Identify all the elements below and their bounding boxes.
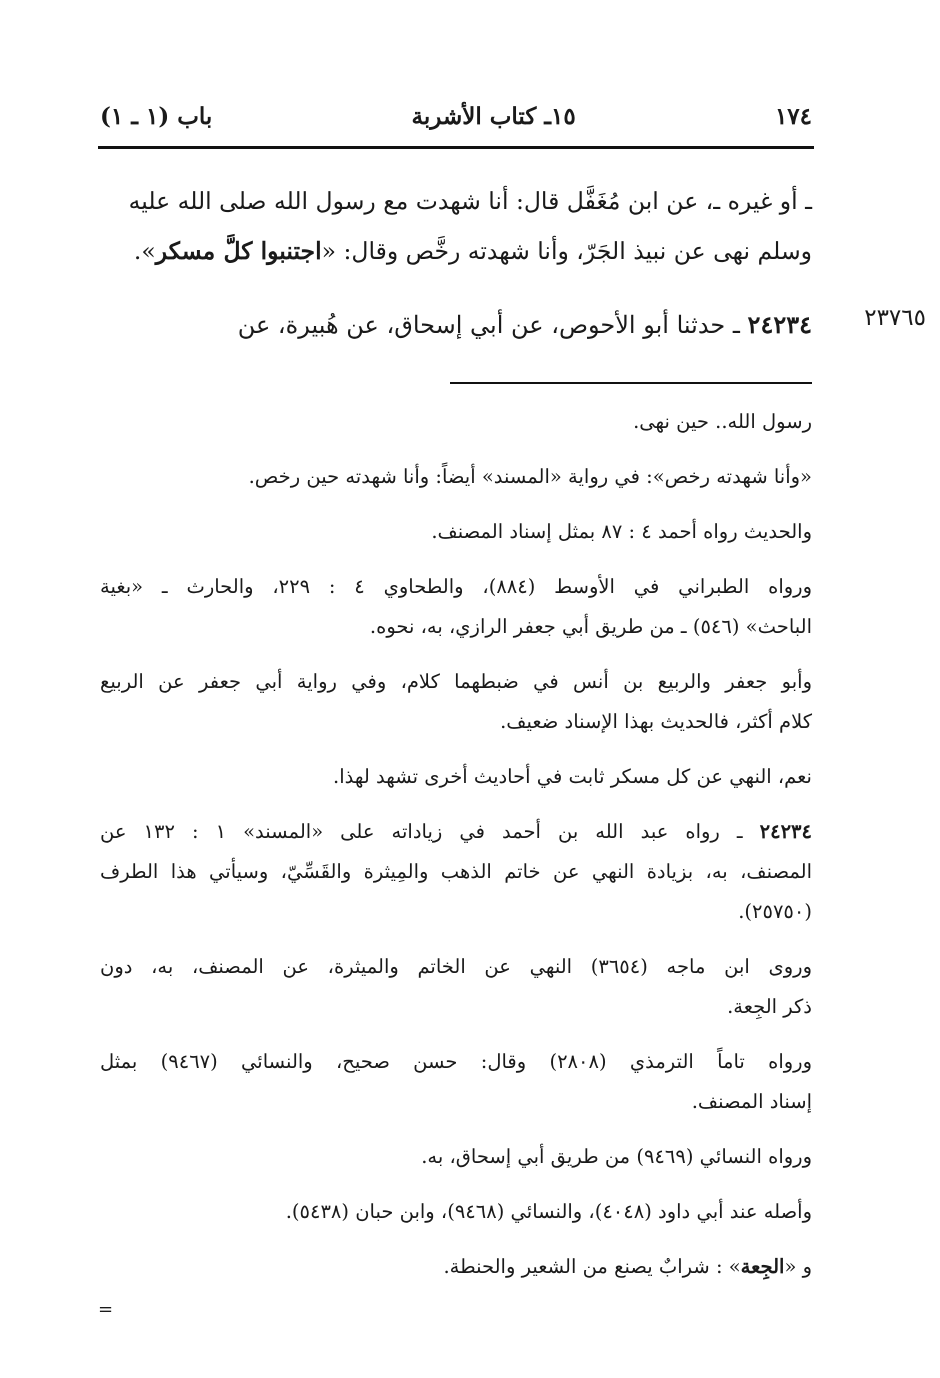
footnote-line-text: ـ رواه عبد الله بن أحمد في زياداته على «المسند» ١ : ١٣٢ عن — [100, 820, 760, 843]
footnote-line: (٢٥٧٥٠). — [738, 900, 812, 923]
footnote — [100, 1192, 812, 1232]
footnote-line: وأصله عند أبي داود (٤٠٤٨)، والنسائي (٩٤٦٨)، وابن حبان (٥٤٣٨). — [285, 1200, 812, 1223]
footnote-line: وأبو جعفر والربيع بن أنس في ضبطهما كلام، وفي رواية أبي جعفر عن الربيع — [100, 670, 812, 693]
footnote-line: الباحث» (٥٤٦) ـ من طريق أبي جعفر الرازي، به، نحوه. — [369, 615, 812, 638]
footnote-line: ورواه النسائي (٩٤٦٩) من طريق أبي إسحاق، به. — [421, 1145, 812, 1168]
footnote — [100, 512, 812, 552]
hadith-number: ٢٤٢٣٤ — [747, 310, 812, 339]
footnote-line: «وأنا شهدته رخص»: في رواية «المسند» أيضاً: وأنا شهدته حين رخص. — [248, 465, 812, 488]
footnote-line — [100, 812, 812, 852]
main-line-2-end: ». — [133, 237, 156, 265]
footnote-line-start: و « — [784, 1255, 812, 1278]
main-line-2 — [100, 226, 812, 276]
hadith-text: ـ حدثنا أبو الأحوص، عن أبي إسحاق، عن هُبيرة، عن — [237, 311, 748, 339]
footnote-line: ذكر الجِعة. — [727, 995, 812, 1018]
main-text — [100, 176, 812, 276]
footnote-line: رسول الله.. حين نهى. — [633, 410, 812, 433]
footnote — [100, 947, 812, 1027]
footnote-line: والحديث رواه أحمد ٤ : ٨٧ بمثل إسناد المصنف. — [431, 520, 812, 543]
running-header — [100, 96, 812, 136]
footnotes — [100, 402, 812, 1302]
footnote — [100, 457, 812, 497]
footnote-line — [100, 1247, 812, 1287]
footnote — [100, 402, 812, 442]
hadith-line — [100, 300, 812, 350]
book-title: ١٥ـ كتاب الأشربة — [411, 102, 576, 130]
footnote-line-end: » : شرابٌ يصنع من الشعير والحنطة. — [443, 1255, 741, 1278]
footnote — [100, 662, 812, 742]
footnote-line: المصنف، به، بزيادة النهي عن خاتم الذهب والمِيثرة والقَسِّيّ، وسيأتي هذا الطرف — [100, 860, 812, 883]
footnote — [100, 1137, 812, 1177]
footnote-hadith-number: ٢٤٢٣٤ — [759, 820, 812, 843]
footnote-line: نعم، النهي عن كل مسكر ثابت في أحاديث أخرى تشهد لهذا. — [333, 765, 812, 788]
footnote — [100, 1042, 812, 1122]
footnote — [100, 567, 812, 647]
footnote — [100, 757, 812, 797]
footnote-rule — [450, 382, 812, 384]
margin-number: ٢٣٧٦٥ — [864, 305, 926, 331]
footnote — [100, 1247, 812, 1287]
quoted-hadith: اجتنبوا كلَّ مسكر — [155, 237, 322, 265]
footnote-line: ورواه تاماً الترمذي (٢٨٠٨) وقال: حسن صحيح، والنسائي (٩٤٦٧) بمثل — [100, 1050, 812, 1073]
chapter-label: باب (١ ـ ١) — [100, 102, 213, 130]
main-line-2-text: وسلم نهى عن نبيذ الجَرّ، وأنا شهدته رخَّص وقال: « — [321, 237, 812, 265]
main-line-1: ـ أو غيره ـ، عن ابن مُغَفَّل قال: أنا شهدت مع رسول الله صلى الله عليه — [128, 187, 812, 215]
page-number: ١٧٤ — [774, 102, 812, 130]
continuation-mark: = — [98, 1299, 114, 1320]
footnote-line: وروى ابن ماجه (٣٦٥٤) النهي عن الخاتم والميثرة، عن المصنف، به، دون — [100, 955, 812, 978]
footnote-line: إسناد المصنف. — [691, 1090, 812, 1113]
header-rule — [98, 146, 814, 149]
defined-term: الجِعة — [740, 1255, 785, 1278]
footnote — [100, 812, 812, 932]
footnote-line: ورواه الطبراني في الأوسط (٨٨٤)، والطحاوي ٤ : ٢٢٩، والحارث ـ «بغية — [100, 575, 812, 598]
footnote-line: كلام أكثر، فالحديث بهذا الإسناد ضعيف. — [500, 710, 812, 733]
